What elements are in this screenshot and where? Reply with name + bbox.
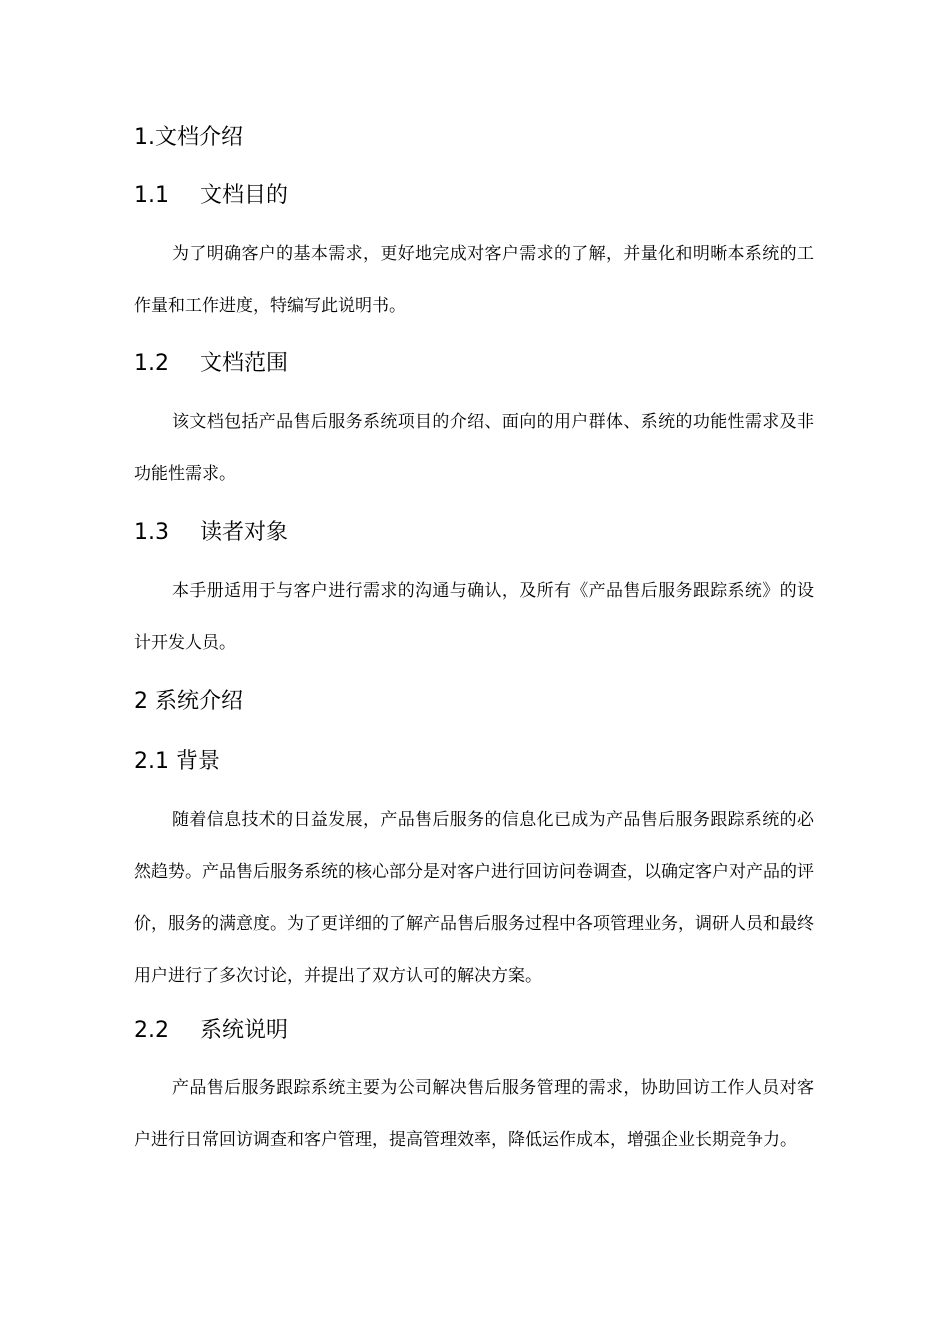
section-1-3-number: 1.3 bbox=[134, 520, 169, 545]
section-1-1-heading bbox=[134, 181, 288, 211]
section-2-1-paragraph: 随着信息技术的日益发展，产品售后服务的信息化已成为产品售后服务跟踪系统的必然趋势。产品售后服务系统的核心部分是对客户进行回访问卷调查，以确定客户对产品的评价，服务的满意度。为了更详细的了解产品售后服务过程中各项管理业务，调研人员和最终用户进行了多次讨论，并提出了双方认可的解决方案。 bbox=[134, 810, 814, 986]
section-2-2-heading bbox=[134, 1016, 288, 1046]
section-2-2-number: 2.2 bbox=[134, 1018, 169, 1043]
section-2-2-paragraph: 产品售后服务跟踪系统主要为公司解决售后服务管理的需求，协助回访工作人员对客户进行日常回访调查和客户管理，提高管理效率，降低运作成本，增强企业长期竞争力。 bbox=[134, 1078, 814, 1150]
section-1-2-number: 1.2 bbox=[134, 351, 169, 376]
section-2-2-title: 系统说明 bbox=[200, 1018, 289, 1043]
section-1-2-paragraph: 该文档包括产品售后服务系统项目的介绍、面向的用户群体、系统的功能性需求及非功能性需求。 bbox=[134, 412, 814, 484]
section-1-title: 1.文档介绍 bbox=[134, 125, 243, 150]
section-2-1-title: 2.1 背景 bbox=[134, 749, 220, 774]
section-1-1-title: 文档目的 bbox=[200, 183, 289, 208]
section-1-3-paragraph: 本手册适用于与客户进行需求的沟通与确认，及所有《产品售后服务跟踪系统》的设计开发人员。 bbox=[134, 581, 814, 653]
section-1-3-heading bbox=[134, 518, 288, 548]
section-1-1-number: 1.1 bbox=[134, 183, 169, 208]
section-2-title: 2 系统介绍 bbox=[134, 689, 243, 714]
section-1-3-title: 读者对象 bbox=[200, 520, 289, 545]
section-1-2-title: 文档范围 bbox=[200, 351, 289, 376]
section-2-heading bbox=[134, 687, 243, 717]
section-2-1-heading bbox=[134, 747, 220, 777]
section-1-2-heading bbox=[134, 349, 288, 379]
section-1-heading bbox=[134, 123, 243, 153]
section-1-1-paragraph: 为了明确客户的基本需求，更好地完成对客户需求的了解，并量化和明晰本系统的工作量和工作进度，特编写此说明书。 bbox=[134, 244, 814, 316]
